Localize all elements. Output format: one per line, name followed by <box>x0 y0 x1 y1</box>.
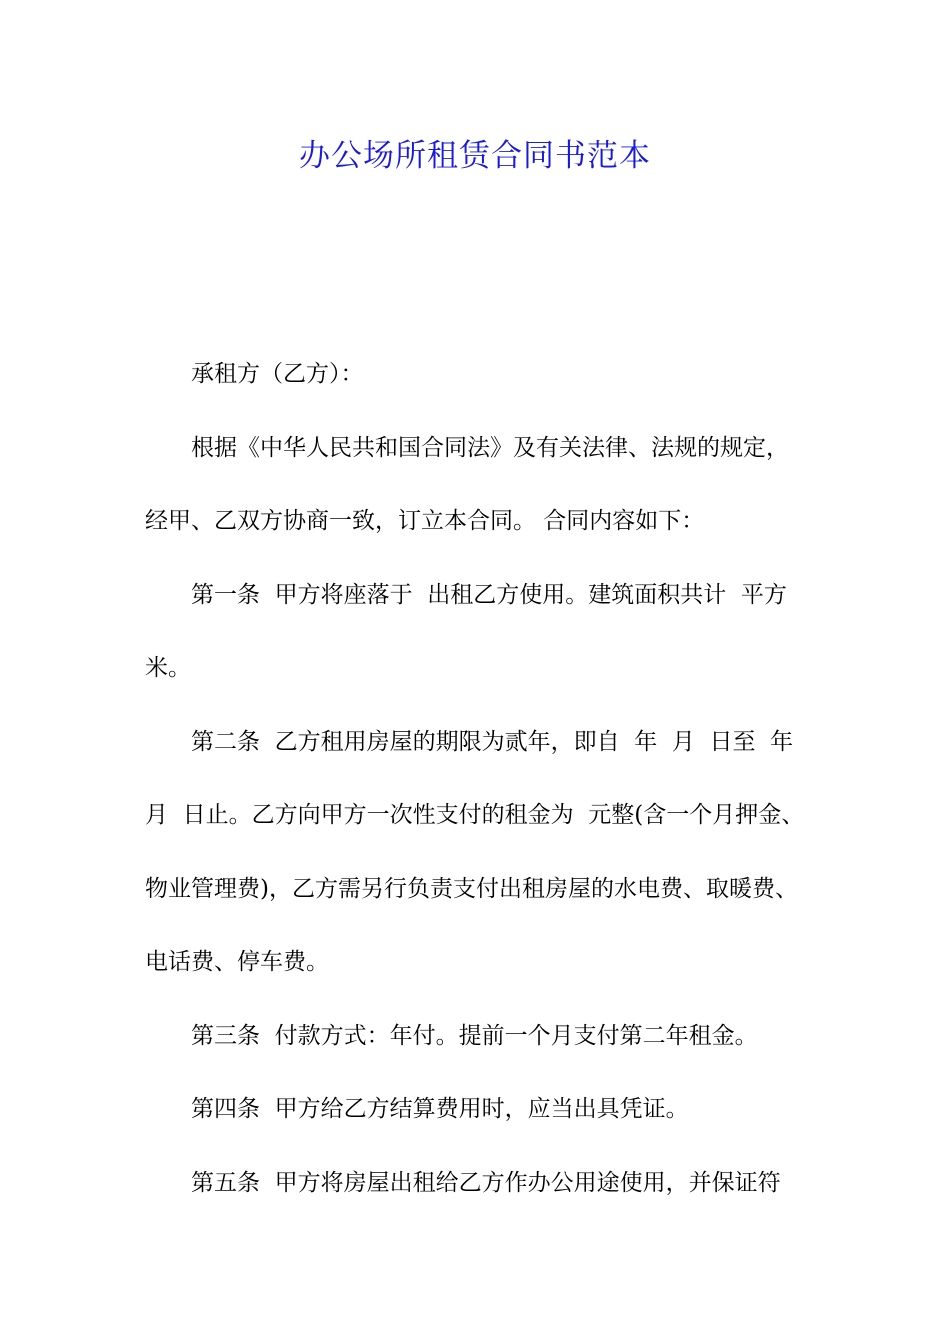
paragraph-article-3 <box>145 1000 835 1074</box>
paragraph-line: 第五条 甲方将房屋出租给乙方作办公用途使用，并保证符 <box>191 1169 781 1196</box>
paragraph-line: 米。 <box>145 655 191 681</box>
paragraph-article-2 <box>145 706 835 1000</box>
paragraph-article-4 <box>145 1073 835 1147</box>
paragraph-line: 物业管理费)，乙方需另行负责支付出租房屋的水电费、取暖费、 <box>145 875 798 902</box>
document-body <box>145 338 835 1220</box>
paragraph-article-5 <box>145 1147 835 1221</box>
paragraph-line: 第三条 付款方式：年付。提前一个月支付第二年租金。 <box>191 1022 758 1049</box>
paragraph-line: 根据《中华人民共和国合同法》及有关法律、法规的规定， <box>191 434 789 461</box>
paragraph-article-1 <box>145 559 835 706</box>
document-title: 办公场所租赁合同书范本 <box>299 138 651 174</box>
paragraph-lessee <box>145 338 835 412</box>
paragraph-preamble <box>145 412 835 559</box>
paragraph-line: 承租方（乙方）： <box>191 361 364 387</box>
paragraph-line: 第二条 乙方租用房屋的期限为贰年，即自 年 月 日至 年 <box>191 728 794 755</box>
paragraph-line: 电话费、停车费。 <box>145 949 329 975</box>
paragraph-line: 第四条 甲方给乙方结算费用时，应当出具凭证。 <box>191 1096 689 1122</box>
paragraph-line: 第一条 甲方将座落于 出租乙方使用。建筑面积共计 平方 <box>191 581 787 608</box>
paragraph-line: 经甲、乙双方协商一致，订立本合同。 合同内容如下： <box>145 508 705 534</box>
paragraph-line: 月 日止。乙方向甲方一次性支付的租金为 元整(含一个月押金、 <box>145 802 805 828</box>
